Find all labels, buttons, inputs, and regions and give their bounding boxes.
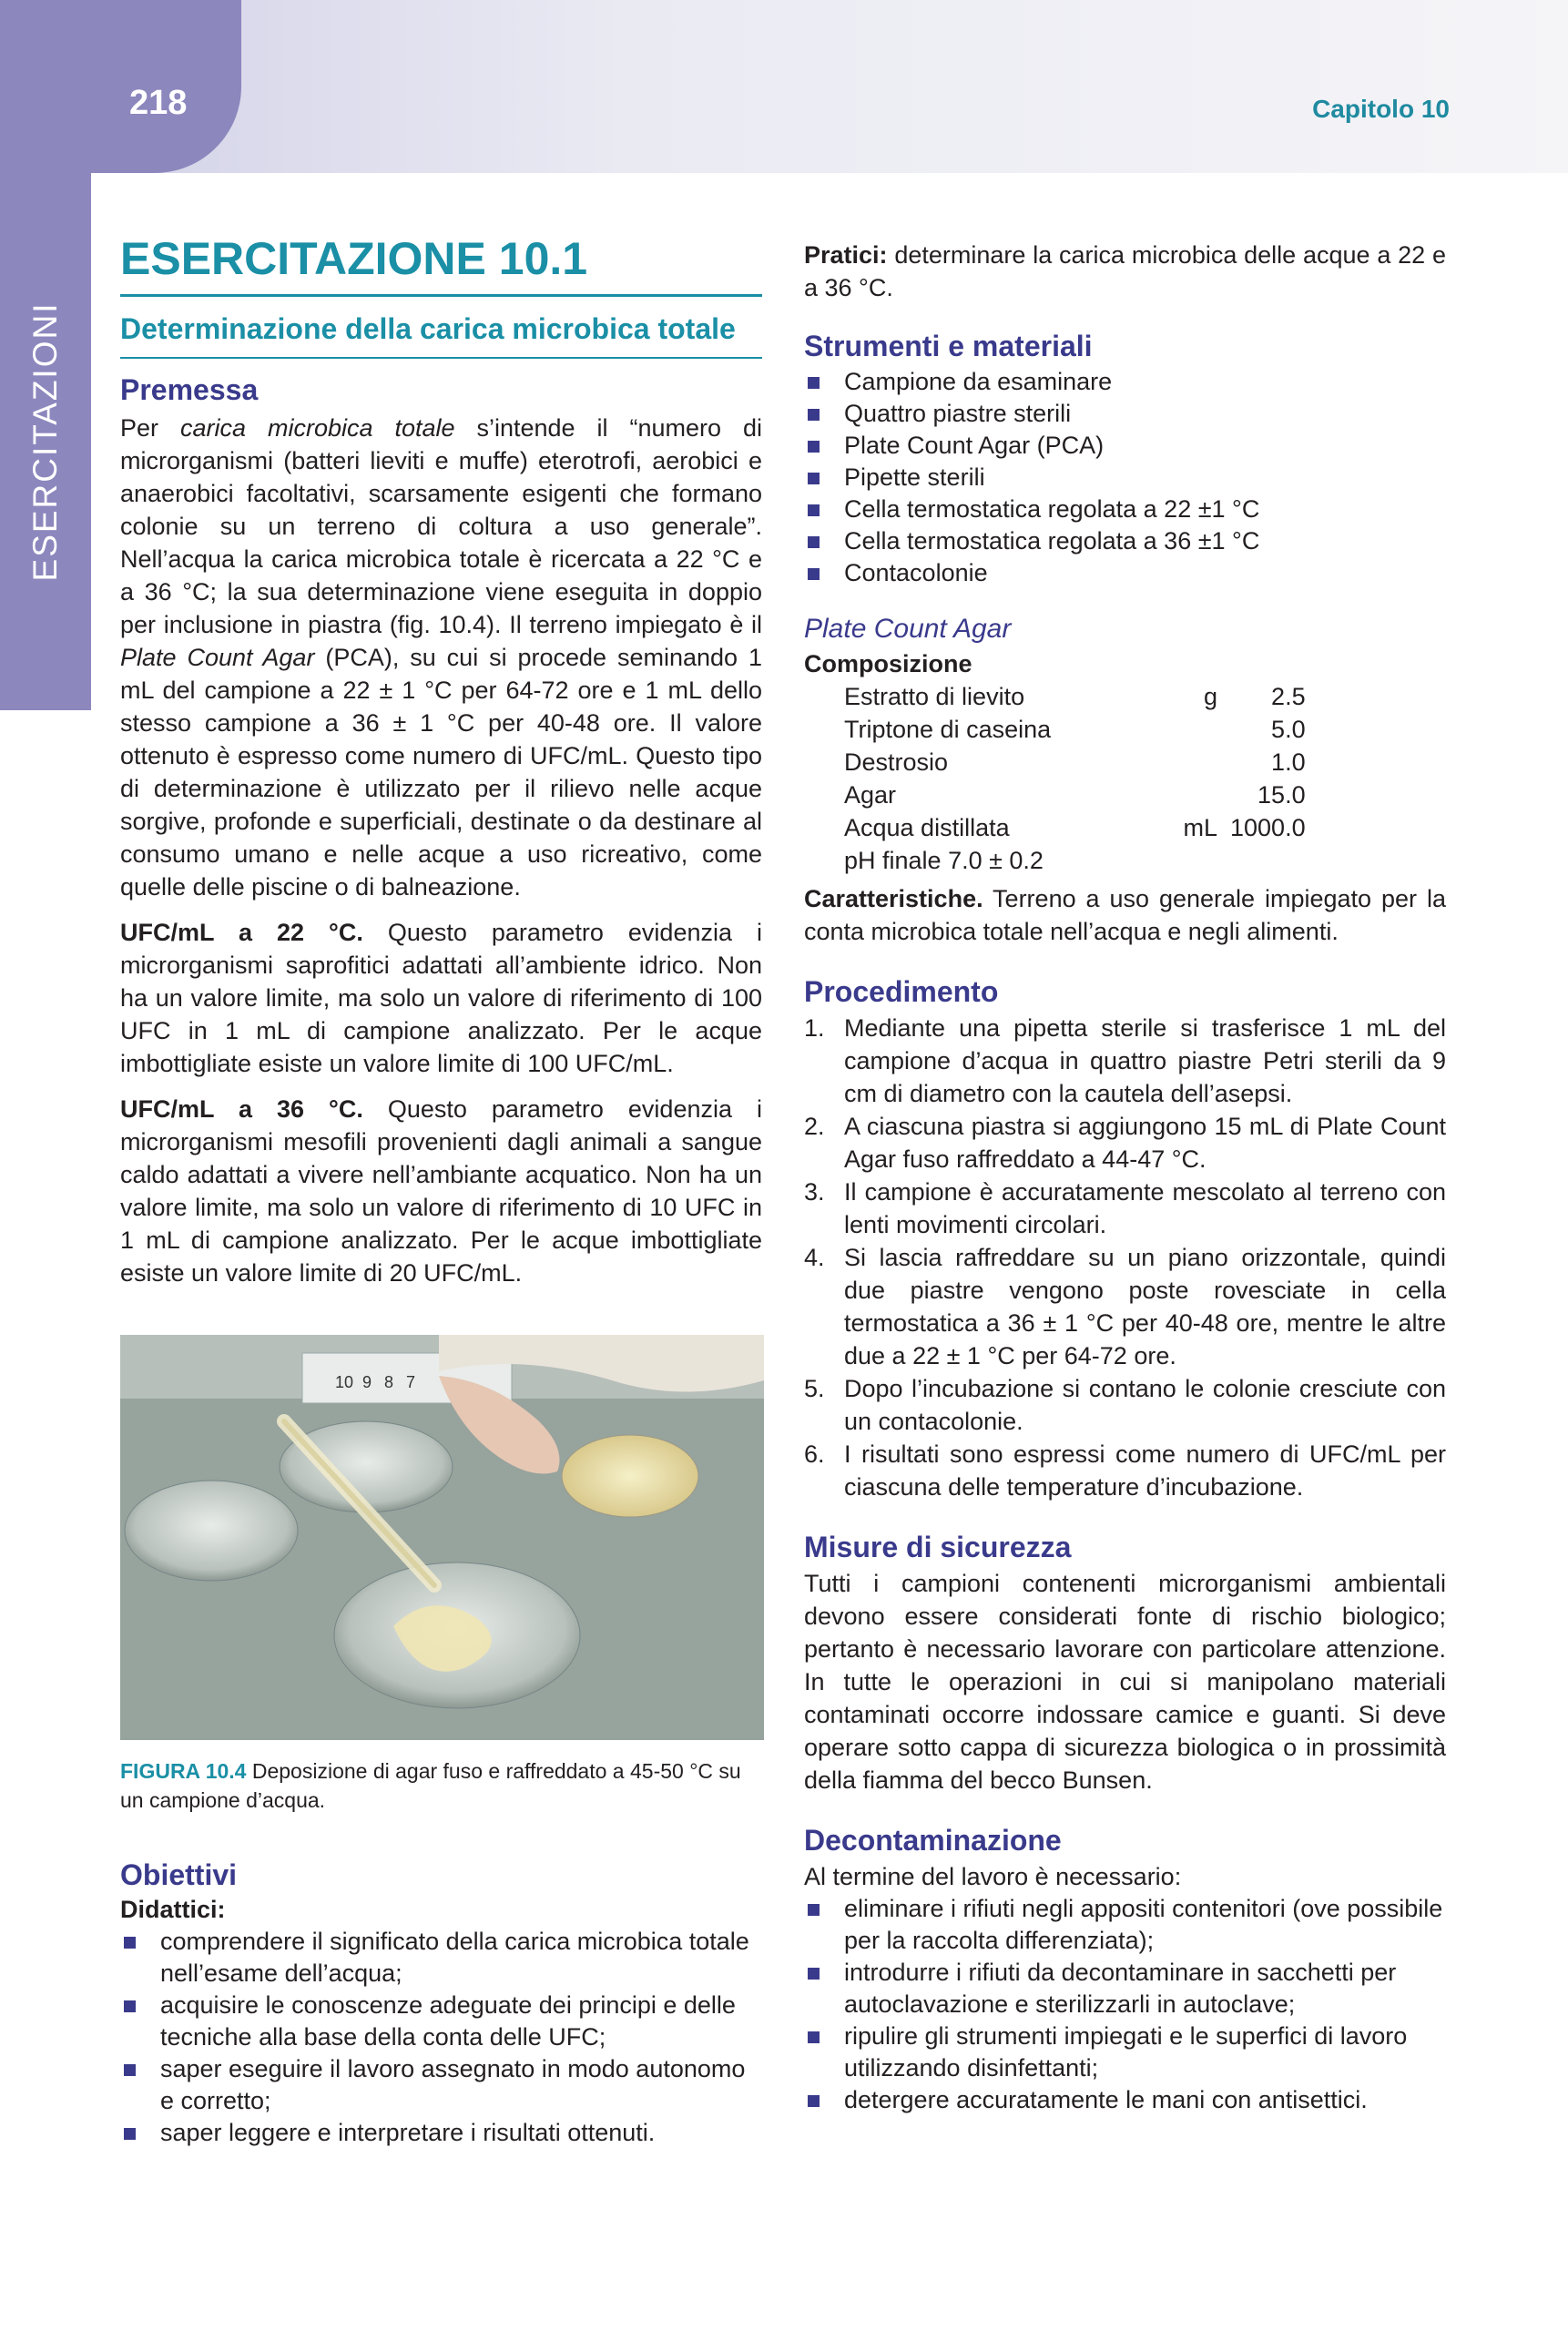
row-name: Destrosio <box>844 748 949 776</box>
list-item-text: Pipette sterili <box>844 463 985 491</box>
pca-heading: Plate Count Agar <box>804 614 1012 644</box>
square-bullet-icon <box>124 2128 136 2140</box>
caratteristiche-text: Terreno a uso generale impiegato per la conta microbica totale nell’acqua e negli alimenti. <box>804 885 1446 945</box>
row-name: pH finale 7.0 ± 0.2 <box>844 847 1044 874</box>
subtitle-rule <box>120 357 762 359</box>
list-item-text: acquisire le conoscenze adeguate dei principi e delle tecniche alla base della conta delle UFC; <box>160 1991 736 2051</box>
square-bullet-icon <box>124 2064 136 2076</box>
figure-caption-text: Deposizione di agar fuso e raffreddato a 45-50 °C su un campione d’acqua. <box>120 1759 741 1812</box>
premessa-text-c: (PCA), su cui si procede seminando 1 mL del campione a 22 ± 1 °C per 64-72 ore e 1 mL dello stesso campione a 36 ± 1 °C per 40-48 ore. Il valore ottenuto è espresso come numero di UFC/mL. Questo tipo di determinazione è utilizzato per il rilievo nelle acque sorgive, profonde e superficiali, destinate o da destinare al consumo umano e nelle acque a uso ricreativo, come quelle delle piscine o di balneazione. <box>120 644 762 901</box>
row-unit <box>1135 844 1230 877</box>
didattici-label: Didattici: <box>120 1896 226 1923</box>
square-bullet-icon <box>124 2000 136 2012</box>
sicurezza-paragraph: Tutti i campioni contenenti microrganismi ambientali devono essere considerati fonte di rischio biologico; pertanto è necessario lavorare con particolare attenzione. In tutte le operazioni in cui si manipolano materiali contaminati occorre indossare camice e guanti. Si deve operare sotto cappa di sicurezza biologica o in prossimità della fiamma del becco Bunsen. <box>804 1570 1446 1794</box>
list-item <box>804 494 1446 525</box>
row-qty: 15.0 <box>1257 781 1306 809</box>
ufc-22-text: Questo parametro evidenzia i microrganismi saprofitici adattati all’ambiente idrico. Non ha un valore limite, ma solo un valore di riferimento di 100 UFC in 1 mL di campione analizzato. Per le acque imbottigliate esiste un valore limite di 100 UFC/mL. <box>120 919 762 1077</box>
step-text: Mediante una pipetta sterile si trasferisce 1 mL del campione d’acqua in quattro piastre Petri sterili da 9 cm di diametro con la cautela dell’asepsi. <box>844 1014 1446 1107</box>
row-qty: 1.0 <box>1271 748 1306 776</box>
decontaminazione-intro: Al termine del lavoro è necessario: <box>804 1863 1182 1890</box>
obiettivi-heading: Obiettivi <box>120 1858 238 1891</box>
table-row <box>844 746 1306 779</box>
exercise-title: ESERCITAZIONE 10.1 <box>120 233 588 284</box>
left-column <box>120 232 762 2149</box>
premessa-heading: Premessa <box>120 373 259 406</box>
list-item-text: eliminare i rifiuti negli appositi contenitori (ove possibile per la raccolta differenziata); <box>844 1895 1443 1954</box>
step-number: 2. <box>804 1113 825 1140</box>
step-text: A ciascuna piastra si aggiungono 15 mL di Plate Count Agar fuso raffreddato a 44-47 °C. <box>844 1113 1446 1173</box>
list-item <box>120 2053 762 2117</box>
premessa-paragraph <box>120 412 762 903</box>
rack-label-3: 8 <box>384 1373 394 1391</box>
list-item <box>804 398 1446 430</box>
list-item <box>804 1893 1446 1957</box>
square-bullet-icon <box>808 504 820 516</box>
exercise-subtitle: Determinazione della carica microbica totale <box>120 312 736 345</box>
strumenti-list <box>804 366 1446 589</box>
step-text: Si lascia raffreddare su un piano orizzontale, quindi due piastre vengono poste rovesciate in cella termostatica a 36 ± 1 °C per 40-48 ore, mentre le altre due a 22 ± 1 °C per 64-72 ore. <box>844 1244 1446 1369</box>
didattici-list <box>120 1926 762 2149</box>
list-item <box>120 2117 762 2149</box>
row-unit <box>1135 746 1230 779</box>
step-item <box>804 1241 1446 1372</box>
pratici-label: Pratici: <box>804 241 888 269</box>
row-name: Acqua distillata <box>844 814 1010 841</box>
list-item-text: Contacolonie <box>844 559 988 586</box>
figure-photo <box>120 1335 764 1740</box>
premessa-medium: Plate Count Agar <box>120 644 315 671</box>
sicurezza-heading: Misure di sicurezza <box>804 1531 1072 1563</box>
square-bullet-icon <box>808 1968 820 1980</box>
procedimento-list <box>804 1012 1446 1503</box>
square-bullet-icon <box>808 473 820 484</box>
list-item-text: saper eseguire il lavoro assegnato in modo autonomo e corretto; <box>160 2055 746 2114</box>
list-item-text: detergere accuratamente le mani con antisettici. <box>844 2086 1368 2113</box>
list-item <box>804 525 1446 557</box>
row-unit: g <box>1203 683 1217 710</box>
row-qty <box>1230 844 1306 877</box>
table-row <box>844 779 1306 811</box>
decontaminazione-list <box>804 1893 1446 2116</box>
step-item <box>804 1012 1446 1110</box>
square-bullet-icon <box>808 441 820 453</box>
row-unit <box>1135 713 1230 746</box>
list-item-text: Quattro piastre sterili <box>844 400 1072 427</box>
step-number: 6. <box>804 1440 825 1468</box>
list-item <box>804 2021 1446 2084</box>
step-number: 1. <box>804 1014 825 1042</box>
list-item-text: introdurre i rifiuti da decontaminare in sacchetti per autoclavazione e sterilizzarli in autoclave; <box>844 1959 1397 2018</box>
composition-table <box>844 680 1306 877</box>
premessa-text-b: s’intende il “numero di microrganismi (batteri lieviti e muffe) eterotrofi, aerobici e anaerobici facoltativi, scarsamente esigenti che formano colonie su un terreno di coltura a uso generale”. Nell’acqua la carica microbica totale è ricercata a 22 °C e a 36 °C; la sua determinazione viene eseguita in doppio per inclusione in piastra (fig. 10.4). Il terreno impiegato è il <box>120 414 762 638</box>
lab-photo-illustration <box>120 1335 764 1740</box>
square-bullet-icon <box>808 2031 820 2043</box>
list-item-text: Plate Count Agar (PCA) <box>844 432 1105 459</box>
side-label: ESERCITAZIONI <box>26 301 64 582</box>
figure-label: FIGURA 10.4 <box>120 1759 247 1783</box>
list-item <box>120 1926 762 1990</box>
pratici-paragraph <box>804 239 1446 304</box>
rack-label-2: 9 <box>362 1373 372 1391</box>
row-unit: mL <box>1183 814 1217 841</box>
row-name: Triptone di caseina <box>844 716 1052 743</box>
list-item-text: Cella termostatica regolata a 22 ±1 °C <box>844 495 1260 523</box>
caratteristiche-paragraph <box>804 882 1446 948</box>
list-item <box>804 557 1446 589</box>
row-name: Estratto di lievito <box>844 683 1025 710</box>
step-item <box>804 1438 1446 1503</box>
list-item <box>804 430 1446 462</box>
list-item-text: Campione da esaminare <box>844 368 1113 395</box>
list-item <box>120 1990 762 2053</box>
title-rule <box>120 294 762 297</box>
ufc-22-paragraph <box>120 916 762 1080</box>
strumenti-heading: Strumenti e materiali <box>804 330 1093 362</box>
ufc-22-lead: UFC/mL a 22 °C. <box>120 919 363 946</box>
decontaminazione-heading: Decontaminazione <box>804 1824 1062 1857</box>
page-number: 218 <box>129 84 188 122</box>
pratici-text: determinare la carica microbica delle acque a 22 e a 36 °C. <box>804 241 1446 301</box>
step-number: 4. <box>804 1244 825 1271</box>
table-row <box>844 811 1306 844</box>
square-bullet-icon <box>808 409 820 421</box>
chapter-label: Capitolo 10 <box>1312 95 1450 123</box>
square-bullet-icon <box>124 1937 136 1949</box>
square-bullet-icon <box>808 377 820 389</box>
table-row <box>844 844 1306 877</box>
step-item <box>804 1372 1446 1438</box>
ufc-36-paragraph <box>120 1093 762 1289</box>
square-bullet-icon <box>808 2095 820 2107</box>
row-unit <box>1135 779 1230 811</box>
list-item <box>804 2084 1446 2116</box>
right-column <box>804 239 1446 2116</box>
square-bullet-icon <box>808 536 820 548</box>
row-name: Agar <box>844 781 897 809</box>
rack-label-4: 7 <box>406 1373 416 1391</box>
rack-label-1: 10 <box>335 1373 354 1391</box>
step-text: Il campione è accuratamente mescolato al terreno con lenti movimenti circolari. <box>844 1178 1446 1238</box>
list-item-text: comprendere il significato della carica microbica totale nell’esame dell’acqua; <box>160 1928 749 1987</box>
row-qty: 5.0 <box>1271 716 1306 743</box>
square-bullet-icon <box>808 1904 820 1916</box>
step-number: 3. <box>804 1178 825 1206</box>
page-number-tab <box>0 0 241 173</box>
step-text: Dopo l’incubazione si contano le colonie cresciute con un contacolonie. <box>844 1375 1446 1435</box>
row-qty: 2.5 <box>1271 683 1306 710</box>
table-row <box>844 713 1306 746</box>
premessa-term: carica microbica totale <box>179 414 455 442</box>
ufc-36-lead: UFC/mL a 36 °C. <box>120 1095 363 1123</box>
list-item-text: ripulire gli strumenti impiegati e le superfici di lavoro utilizzando disinfettanti; <box>844 2022 1408 2082</box>
step-number: 5. <box>804 1375 825 1402</box>
list-item <box>804 1957 1446 2021</box>
figure-caption <box>120 1756 762 1815</box>
row-qty: 1000.0 <box>1230 814 1306 841</box>
step-item <box>804 1110 1446 1176</box>
list-item <box>804 462 1446 494</box>
square-bullet-icon <box>808 568 820 580</box>
list-item-text: Cella termostatica regolata a 36 ±1 °C <box>844 527 1260 555</box>
table-row <box>844 680 1306 713</box>
step-item <box>804 1176 1446 1241</box>
step-text: I risultati sono espressi come numero di UFC/mL per ciascuna delle temperature d’incubazione. <box>844 1440 1446 1501</box>
list-item <box>804 366 1446 398</box>
list-item-text: saper leggere e interpretare i risultati ottenuti. <box>160 2119 656 2146</box>
procedimento-heading: Procedimento <box>804 975 999 1008</box>
ufc-36-text: Questo parametro evidenzia i microrganismi mesofili provenienti dagli animali a sangue caldo adattati a vivere nell’ambiante acquatico. Non ha un valore limite, ma solo un valore di riferimento di 10 UFC in 1 mL di campione analizzato. Per le acque imbottigliate esiste un valore limite di 20 UFC/mL. <box>120 1095 762 1287</box>
caratteristiche-label: Caratteristiche. <box>804 885 983 912</box>
composizione-label: Composizione <box>804 650 972 677</box>
premessa-text-a: Per <box>120 414 180 442</box>
